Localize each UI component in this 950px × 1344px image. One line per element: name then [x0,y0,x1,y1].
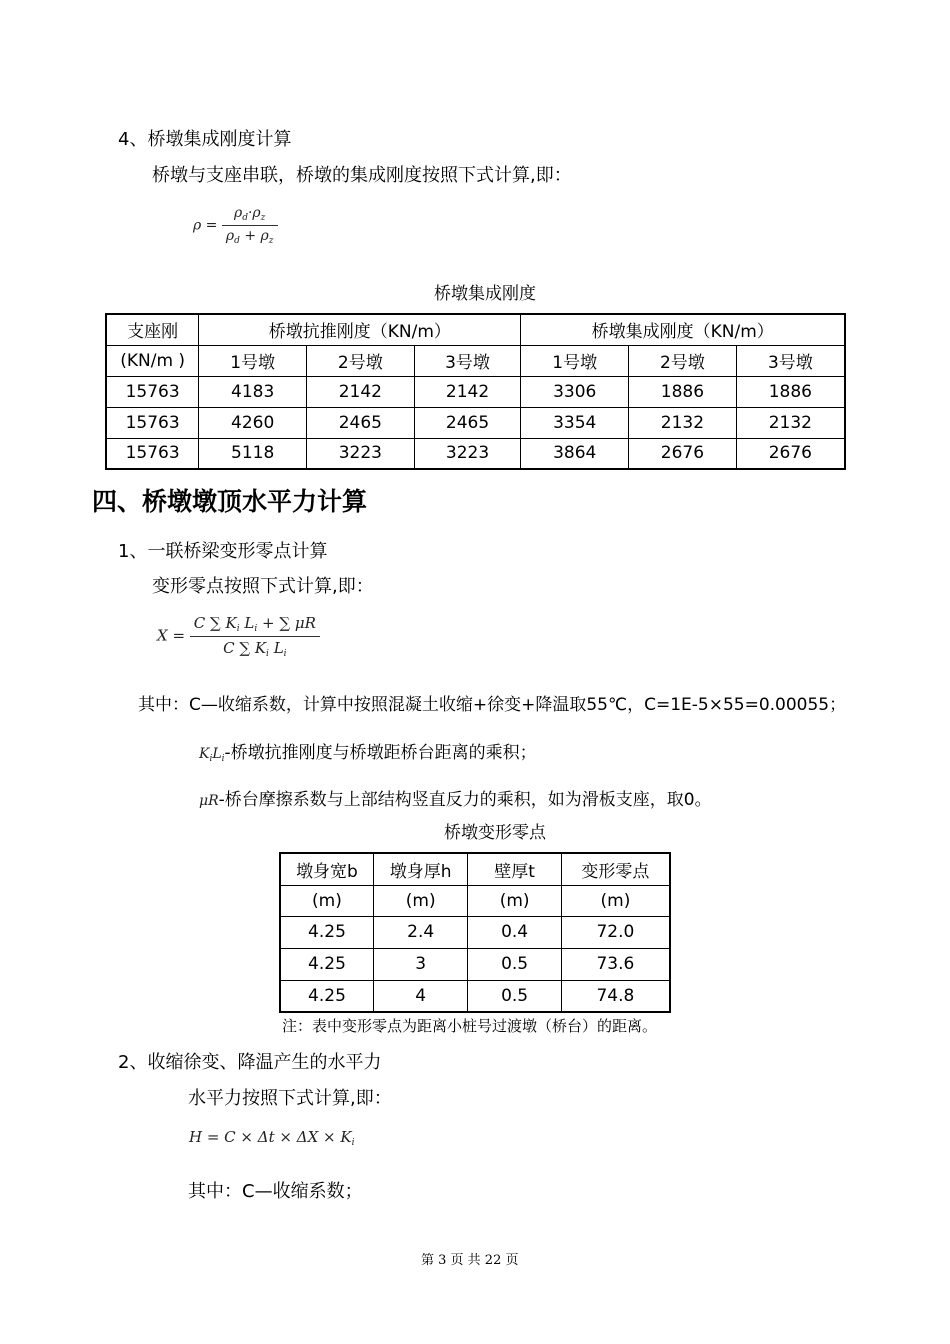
header-pier: 1号墩 [521,345,629,376]
table-cell: 4.25 [280,948,373,980]
table-cell: 2465 [414,407,521,438]
sub2-intro: 水平力按照下式计算,即： [188,1088,392,1109]
table-cell: 4 [373,980,467,1012]
header-support-unit: (KN/m ) [106,345,199,376]
page-footer: 第 3 页 共 22 页 [421,1253,519,1268]
stiffness-table-caption: 桥墩集成刚度 [434,284,536,304]
table-row [106,438,845,469]
header-cell: 变形零点 [561,853,670,885]
table-row [280,916,670,948]
zero-point-table [279,852,671,1013]
sub2-heading: 2、收缩徐变、降温产生的水平力 [118,1052,382,1073]
stiffness-table [105,313,846,470]
header-push-stiffness: 桥墩抗推刚度（KN/m） [199,314,521,345]
unit-cell: (m) [373,885,467,916]
sub1-intro: 变形零点按照下式计算,即： [152,576,374,597]
header-pier: 2号墩 [307,345,415,376]
table-cell: 4.25 [280,980,373,1012]
table-cell: 15763 [106,407,199,438]
ur-symbol: μR [199,793,219,809]
table-cell: 1886 [629,376,737,407]
header-cell: 墩身厚h [373,853,467,885]
table-cell: 2132 [736,407,845,438]
table-cell: 0.4 [468,916,561,948]
table-cell: 2132 [629,407,737,438]
table-cell: 3864 [521,438,629,469]
sub1-heading: 1、一联桥梁变形零点计算 [118,541,328,562]
header-integrated-stiffness: 桥墩集成刚度（KN/m） [521,314,845,345]
header-cell: 壁厚t [468,853,561,885]
unit-cell: (m) [561,885,670,916]
chapter-heading: 四、桥墩墩顶水平力计算 [92,487,368,516]
table-cell: 73.6 [561,948,670,980]
table-cell: 5118 [199,438,307,469]
section4-intro: 桥墩与支座串联，桥墩的集成刚度按照下式计算,即： [152,165,572,186]
sub1-where: 其中：C—收缩系数，计算中按照混凝土收缩+徐变+降温取55℃，C=1E-5×55=0.00055； [138,695,847,715]
kili-symbol: $K_iL_i$ [199,746,225,764]
integrated-stiffness-formula: ρ = $\frac{\rho_d\cdot\rho_z}{\rho_d + \rho_z}$ [193,205,278,246]
ur-description: -桥台摩擦系数与上部结构竖直反力的乘积，如为滑板支座，取0。 [218,790,712,810]
header-pier: 3号墩 [414,345,521,376]
table-cell: 2676 [629,438,737,469]
header-support-stiffness: 支座刚 [106,314,199,345]
table-cell: 1886 [736,376,845,407]
table-cell: 4183 [199,376,307,407]
header-pier: 1号墩 [199,345,307,376]
table-cell: 3 [373,948,467,980]
table-cell: 74.8 [561,980,670,1012]
table-cell: 2142 [307,376,415,407]
zero-table-note: 注：表中变形零点为距离小桩号过渡墩（桥台）的距离。 [282,1017,658,1035]
table-cell: 2676 [736,438,845,469]
table-cell: 3306 [521,376,629,407]
table-cell: 0.5 [468,948,561,980]
table-cell: 0.5 [468,980,561,1012]
table-cell: 2142 [414,376,521,407]
zero-table-caption: 桥墩变形零点 [444,823,546,843]
unit-cell: (m) [280,885,373,916]
unit-cell: (m) [468,885,561,916]
table-cell: 4.25 [280,916,373,948]
horizontal-force-formula: $H = C \times \Delta t \times \Delta X \times K_i$ [189,1128,355,1148]
table-cell: 3223 [414,438,521,469]
kili-description: -桥墩抗推刚度与桥墩距桥台距离的乘积； [224,743,537,763]
table-row [106,376,845,407]
table-cell: 15763 [106,376,199,407]
kili-definition [199,738,537,764]
zero-point-formula: X = $\frac{C \sum K_i L_i + \sum \mu R}{C \sum K_i L_i}$ [157,614,320,659]
table-cell: 15763 [106,438,199,469]
table-cell: 3354 [521,407,629,438]
table-cell: 3223 [307,438,415,469]
header-pier: 2号墩 [629,345,737,376]
table-cell: 4260 [199,407,307,438]
table-cell: 2.4 [373,916,467,948]
table-row [280,980,670,1012]
table-cell: 72.0 [561,916,670,948]
sub2-where: 其中：C—收缩系数； [188,1181,363,1202]
table-row [106,407,845,438]
table-row [280,948,670,980]
ur-definition [199,785,712,810]
table-cell: 2465 [307,407,415,438]
section4-heading: 4、桥墩集成刚度计算 [118,129,292,150]
header-cell: 墩身宽b [280,853,373,885]
header-pier: 3号墩 [736,345,845,376]
